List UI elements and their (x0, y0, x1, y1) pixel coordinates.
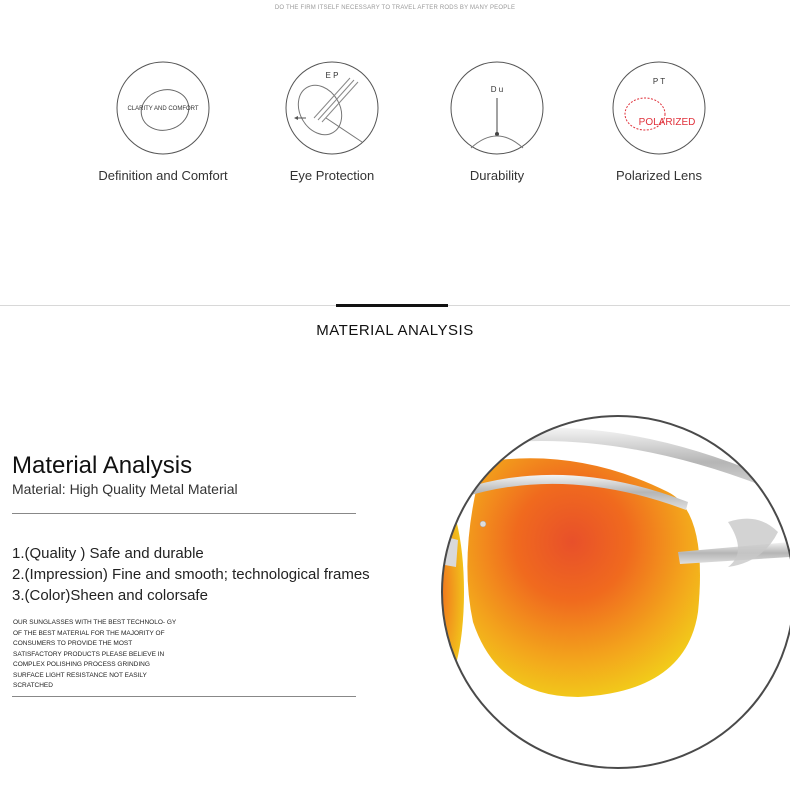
material-subtitle: Material: High Quality Metal Material (12, 481, 238, 497)
clarity-icon-text: CLARITY AND COMFORT (127, 106, 199, 112)
material-divider-top (12, 513, 356, 514)
polarized-icon-label: POLARIZED (638, 117, 696, 128)
feature-definition-comfort (93, 60, 233, 183)
header-tagline: DO THE FIRM ITSELF NECESSARY TO TRAVEL AFTER RODS BY MANY PEOPLE (274, 5, 516, 11)
durability-icon (449, 60, 545, 156)
feature-label-durability: Durability (469, 168, 525, 183)
material-point-color: 3.(Color)Sheen and colorsafe (12, 587, 208, 604)
feature-polarized-lens (589, 60, 729, 183)
material-point-impression: 2.(Impression) Fine and smooth; technological frames (12, 566, 370, 583)
lens-clarity-icon (115, 60, 211, 156)
feature-label-polarized: Polarized Lens (616, 168, 702, 183)
feature-eye-protection (262, 60, 402, 183)
eye-protection-icon (284, 60, 380, 156)
material-point-quality: 1.(Quality ) Safe and durable (12, 545, 204, 562)
polarized-lens-icon (611, 60, 707, 156)
polarized-icon-text: P T (652, 77, 666, 86)
section-divider-accent (336, 304, 448, 307)
section-title: MATERIAL ANALYSIS (316, 322, 474, 339)
feature-durability (427, 60, 567, 183)
eye-protection-icon-text: E P (325, 71, 339, 80)
material-points (12, 543, 370, 606)
feature-label-definition: Definition and Comfort (98, 168, 228, 183)
feature-label-eye-protection: Eye Protection (289, 168, 375, 183)
sunglasses-product-image (428, 392, 790, 801)
material-description: OUR SUNGLASSES WITH THE BEST TECHNOLO- GY OF THE BEST MATERIAL FOR THE MAJORITY OF CONSUMERS TO PROVIDE THE MOST SATISFACTORY PRODUCTS PLEASE BELIEVE IN COMPLEX POLISHING PROCESS GRINDING SURFACE LIGHT RESISTANCE NOT EASILY SCRATCHED (13, 619, 177, 689)
material-divider-bottom (12, 696, 356, 697)
material-title: Material Analysis (12, 452, 193, 479)
durability-icon-text: D u (490, 85, 504, 94)
